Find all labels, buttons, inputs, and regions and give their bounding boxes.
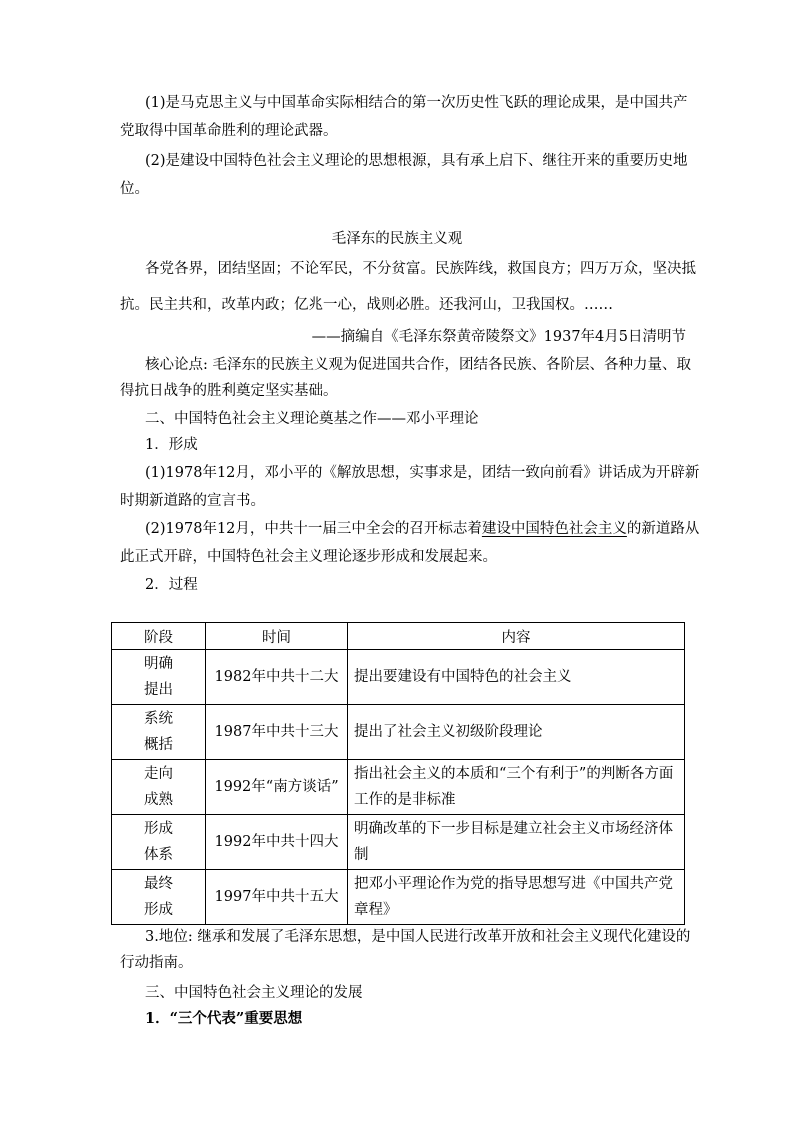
stage-line-2: 成熟: [144, 792, 173, 808]
stage-line-1: 明确: [144, 656, 173, 672]
position-line-2: 行动指南。: [120, 955, 193, 971]
time-cell: 1992年中共十四大: [206, 815, 348, 870]
core-argument-line-1: 核心论点: 毛泽东的民族主义观为促进国共合作，团结各民族、各阶层、各种力量、取: [145, 357, 691, 373]
stage-line-2: 提出: [144, 682, 173, 698]
header-stage: 阶段: [112, 623, 206, 650]
stage-cell: [112, 815, 206, 870]
paragraph-1-line-2: 党取得中国革命胜利的理论武器。: [120, 123, 338, 139]
stage-line-2: 体系: [144, 847, 173, 863]
formation-2-line-2: 此正式开辟，中国特色社会主义理论逐步形成和发展起来。: [120, 549, 497, 565]
stage-line-1: 走向: [144, 766, 173, 782]
content-cell: 提出了社会主义初级阶段理论: [348, 705, 685, 760]
stage-line-2: 形成: [144, 902, 173, 918]
formation-2-text-after: 的新道路从: [626, 521, 700, 537]
formation-2-line-1: [145, 518, 699, 540]
paragraph-2-line-2: 位。: [120, 181, 149, 197]
paragraph-1-line-1: (1)是马克思主义与中国革命实际相结合的第一次历史性飞跃的理论成果，是中国共产: [145, 95, 688, 111]
paragraph-2-line-1: (2)是建设中国特色社会主义理论的思想根源，具有承上启下、继往开来的重要历史地: [145, 153, 688, 169]
content-cell: 把邓小平理论作为党的指导思想写进《中国共产党章程》: [348, 870, 685, 925]
underlined-phrase: 建设中国特色社会主义: [481, 521, 627, 537]
quote-source: ——摘编自《毛泽东祭黄帝陵祭文》1937年4月5日清明节: [311, 329, 686, 345]
subheading-three-represents: 1．“三个代表”重要思想: [145, 1010, 303, 1027]
table-row: [112, 815, 685, 870]
content-cell: 提出要建设有中国特色的社会主义: [348, 650, 685, 705]
stage-line-1: 最终: [144, 876, 173, 892]
time-cell: 1982年中共十二大: [206, 650, 348, 705]
table-row: [112, 870, 685, 925]
section-3-heading: 三、中国特色社会主义理论的发展: [145, 985, 363, 1001]
quote-line-2: 抗。民主共和，改革内政；亿兆一心，战则必胜。还我河山，卫我国权。……: [120, 297, 613, 313]
stage-cell: [112, 870, 206, 925]
table-row: [112, 650, 685, 705]
time-cell: 1987年中共十三大: [206, 705, 348, 760]
stage-cell: [112, 705, 206, 760]
formation-1-line-1: (1)1978年12月，邓小平的《解放思想，实事求是，团结一致向前看》讲话成为开辟新: [145, 465, 700, 481]
table-row: [112, 760, 685, 815]
stage-line-1: 系统: [144, 711, 173, 727]
table-header-row: [112, 623, 685, 650]
content-cell: 明确改革的下一步目标是建立社会主义市场经济体制: [348, 815, 685, 870]
section-2-heading: 二、中国特色社会主义理论奠基之作——邓小平理论: [145, 411, 479, 427]
quote-line-1: 各党各界，团结坚固；不论军民，不分贫富。民族阵线，救国良方；四万万众，坚决抵: [145, 261, 696, 277]
time-cell: 1997年中共十五大: [206, 870, 348, 925]
stage-line-2: 概括: [144, 737, 173, 753]
box-title: 毛泽东的民族主义观: [331, 231, 463, 247]
position-line-1: 3.地位: 继承和发展了毛泽东思想，是中国人民进行改革开放和社会主义现代化建设的: [145, 929, 691, 945]
stage-cell: [112, 760, 206, 815]
header-time: 时间: [206, 623, 348, 650]
formation-1-line-2: 时期新道路的宣言书。: [120, 493, 265, 509]
table-row: [112, 705, 685, 760]
content-cell: 指出社会主义的本质和“三个有利于”的判断各方面工作的是非标准: [348, 760, 685, 815]
stage-line-1: 形成: [144, 821, 173, 837]
header-content: 内容: [348, 623, 685, 650]
time-cell: 1992年“南方谈话”: [206, 760, 348, 815]
formation-2-text-before: (2)1978年12月，中共十一届三中全会的召开标志着: [145, 521, 482, 537]
subheading-formation: 1．形成: [145, 437, 198, 453]
core-argument-line-2: 得抗日战争的胜利奠定坚实基础。: [120, 383, 338, 399]
subheading-process: 2．过程: [145, 577, 198, 593]
process-table: [111, 622, 685, 925]
stage-cell: [112, 650, 206, 705]
